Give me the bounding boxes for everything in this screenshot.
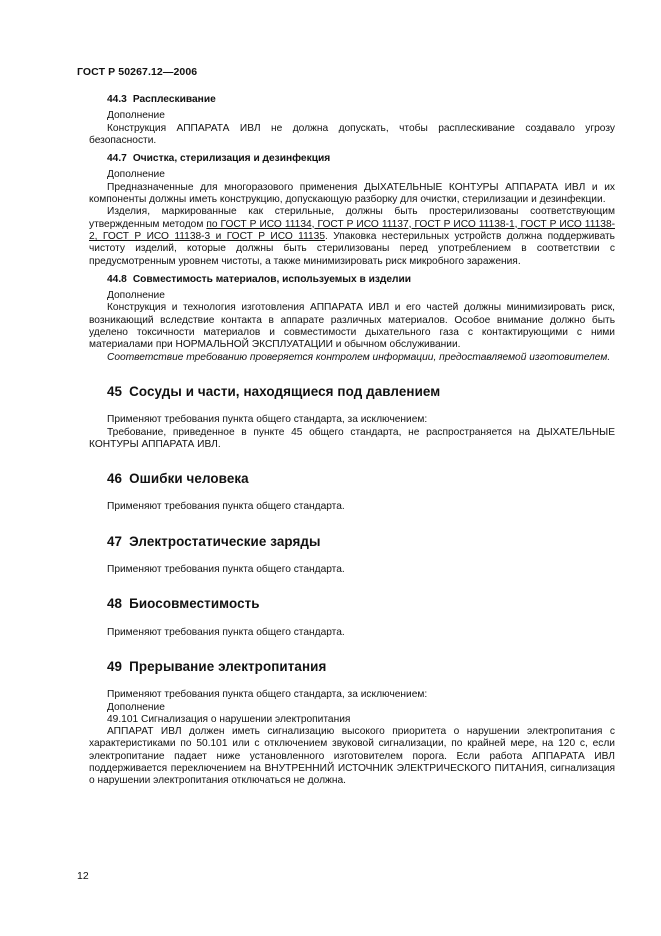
- section-number: 46: [107, 471, 123, 487]
- subsection-44-8-title: [107, 274, 615, 286]
- compliance-note: Соответствие требованию проверяется контролем информации, предоставляемой изготовителем.: [107, 351, 611, 363]
- document-body: [89, 94, 615, 788]
- addition-label: Дополнение: [107, 110, 165, 122]
- paragraph: Применяют требования пункта общего стандарта, за исключением:: [107, 689, 428, 701]
- paragraph-text: Изделия, маркированные как стерильные, должны быть простерилизованы соответствующим утвержденным методом: [89, 206, 615, 230]
- section-number: 45: [107, 383, 123, 399]
- subsection-number: 44.3: [107, 94, 127, 105]
- document-header: ГОСТ Р 50267.12—2006: [77, 66, 198, 78]
- section-title: Ошибки человека: [129, 471, 249, 487]
- paragraph: Требование, приведенное в пункте 45 общего стандарта, не распространяется на ДЫХАТЕЛЬНЫЕ КОНТУРЫ АППАРАТА ИВЛ.: [89, 426, 615, 450]
- section-46-heading: [107, 473, 615, 485]
- section-48-heading: [107, 598, 615, 610]
- paragraph: АППАРАТ ИВЛ должен иметь сигнализацию высокого приоритета о нарушении электропитания с характеристиками по 50.101 или с отключением звуковой сигнализации, по крайней мере, на 120 с, если электропитание падает ниже установленного изготовителем порога. Если работа АППАРАТА ИВЛ поддерживается переключением на ВНУТРЕННИЙ ИСТОЧНИК ЭЛЕКТРИЧЕСКОГО ПИТАНИЯ, сигнализация о нарушении электропитания отключаться не должна.: [89, 726, 615, 787]
- paragraph: Применяют требования пункта общего стандарта.: [107, 626, 345, 638]
- section-number: 47: [107, 533, 123, 549]
- section-number: 49: [107, 658, 123, 674]
- subsection-title: Совместимость материалов, используемых в изделии: [132, 273, 412, 285]
- addition-label: Дополнение: [107, 701, 165, 713]
- paragraph-text: . Упаковка нестерильных устройств должна поддерживать чистоту изделий, которые должны быть стерилизованы перед употреблением в соответствии с предусмотренным уровнем чистоты, а также минимизировать риск микробного заражения.: [89, 230, 615, 267]
- addition-label: Дополнение: [107, 169, 165, 181]
- paragraph: Применяют требования пункта общего стандарта.: [107, 564, 345, 576]
- section-number: 48: [107, 596, 123, 612]
- paragraph: Конструкция и технология изготовления АППАРАТА ИВЛ и его частей должны минимизировать риск, возникающий вследствие контакта в аппарате различных материалов. Особое внимание должно быть уделено токсичности материалов и совместимости дыхательного газа с контактирующими с ними материалами при НОРМАЛЬНОЙ ЭКСПЛУАТАЦИИ и обычном обслуживании.: [89, 302, 615, 351]
- section-47-heading: [107, 533, 615, 549]
- subsection-44-3-title: [107, 94, 615, 106]
- subsection-title: Очистка, стерилизация и дезинфекция: [132, 153, 331, 165]
- subsection-title: Расплескивание: [132, 94, 216, 105]
- subsection-number: 44.8: [107, 273, 127, 285]
- paragraph: Предназначенные для многоразового применения ДЫХАТЕЛЬНЫЕ КОНТУРЫ АППАРАТА ИВЛ и их компоненты должны иметь конструкцию, допускающую разборку для очистки, стерилизации и дезинфекции.: [89, 181, 615, 206]
- section-title: Электростатические заряды: [129, 533, 321, 549]
- section-title: Прерывание электропитания: [129, 658, 327, 674]
- subsection-44-7-title: [107, 153, 615, 165]
- section-title: Сосуды и части, находящиеся под давлением: [129, 383, 441, 399]
- paragraph: [89, 206, 615, 267]
- subsection-number: 44.7: [107, 153, 127, 165]
- addition-label: Дополнение: [107, 290, 165, 302]
- section-49-heading: [107, 658, 615, 674]
- paragraph: Конструкция АППАРАТА ИВЛ не должна допускать, чтобы расплескивание создавало угрозу безопасности.: [89, 122, 615, 146]
- section-title: Биосовместимость: [129, 596, 260, 612]
- paragraph: Применяют требования пункта общего стандарта, за исключением:: [107, 414, 428, 426]
- paragraph: Применяют требования пункта общего стандарта.: [107, 501, 345, 513]
- page-number: 12: [77, 870, 89, 882]
- standards-reference-link[interactable]: по ГОСТ Р ИСО 11134, ГОСТ Р ИСО 11137, ГОСТ Р ИСО 11138-1, ГОСТ Р ИСО 11138-2, ГОСТ Р ИСО 11138-3 и ГОСТ Р ИСО 11135: [89, 218, 615, 242]
- section-45-heading: [107, 383, 615, 399]
- clause-title: 49.101 Сигнализация о нарушении электропитания: [107, 713, 351, 725]
